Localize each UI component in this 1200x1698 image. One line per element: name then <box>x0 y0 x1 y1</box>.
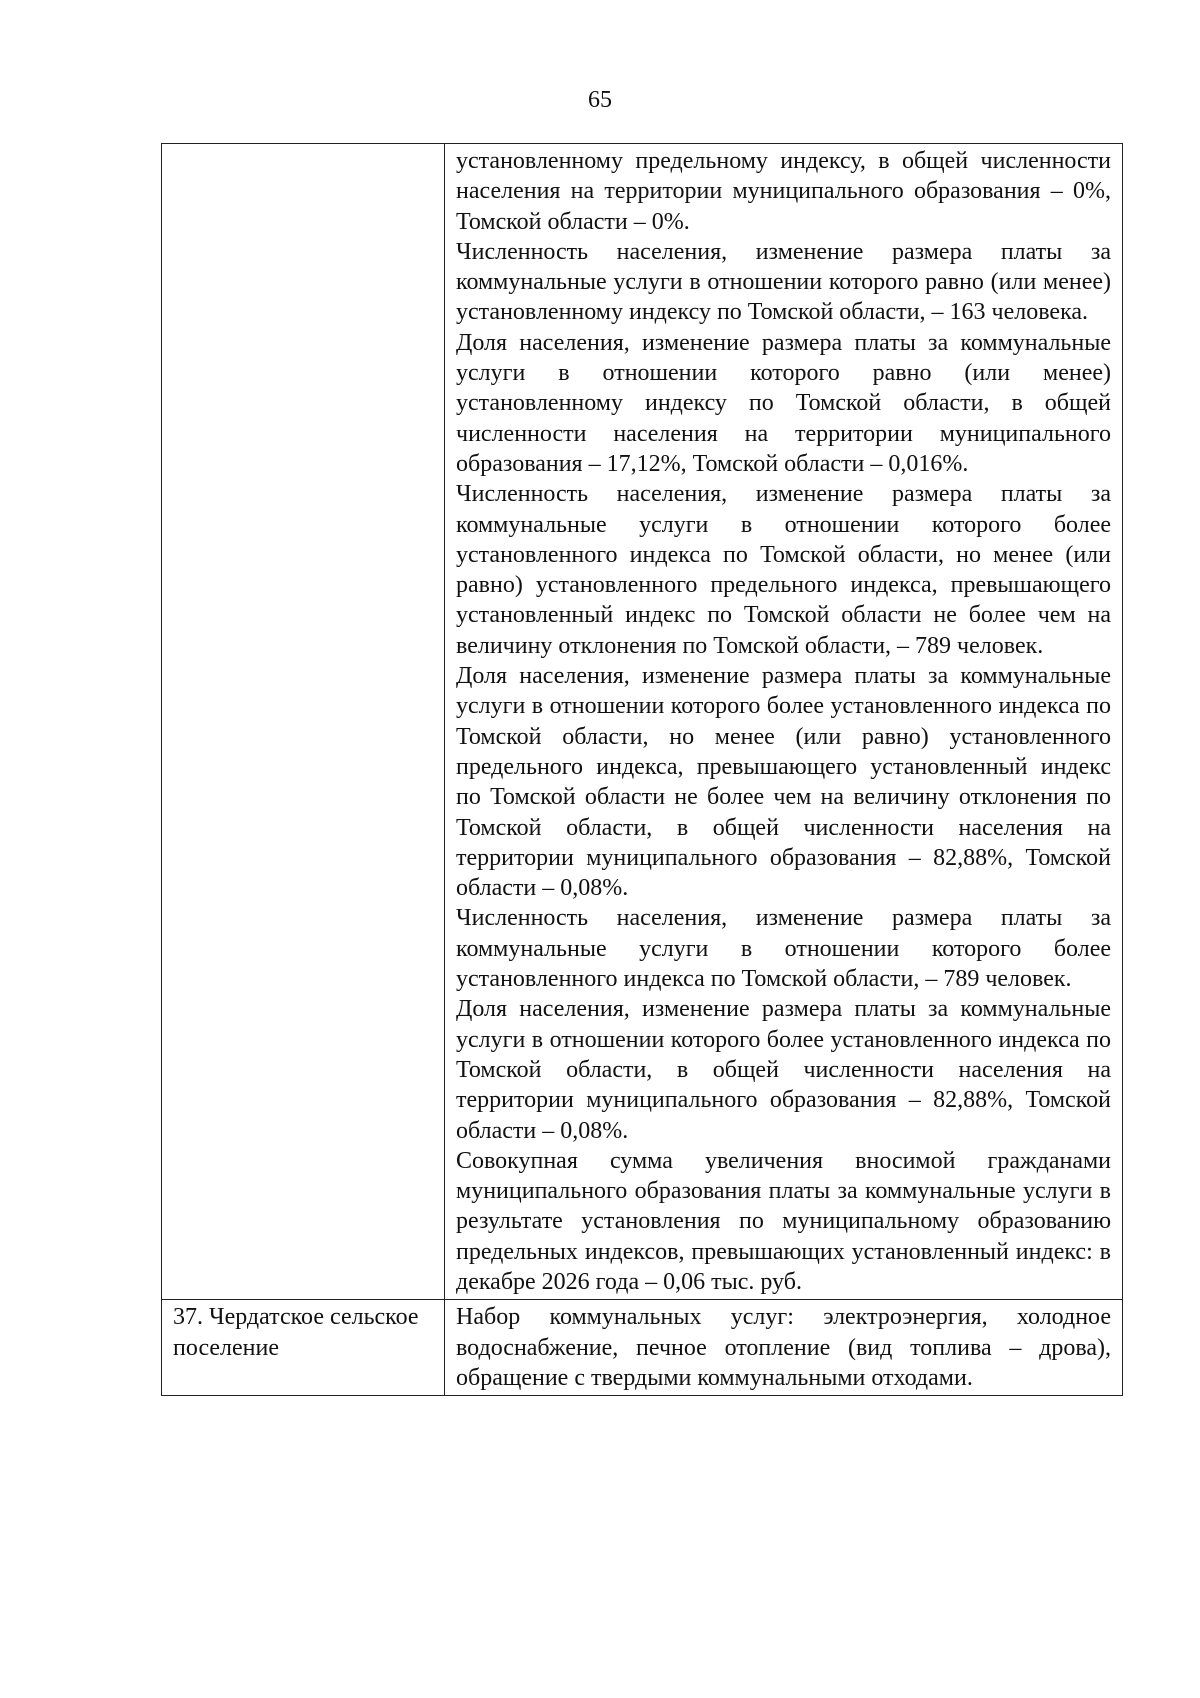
indicators-cell <box>445 1300 1123 1396</box>
indicator-paragraph: установленному предельному индексу, в общей численности населения на территории муниципального образования – 0%, Томской области – 0%. <box>456 148 1111 235</box>
municipal-data-table <box>161 143 1123 1396</box>
indicator-paragraph: Набор коммунальных услуг: электроэнергия, холодное водоснабжение, печное отопление (вид топлива – дрова), обращение с твердыми коммунальными отходами. <box>456 1304 1111 1391</box>
indicator-paragraph: Совокупная сумма увеличения вносимой гражданами муниципального образования платы за коммунальные услуги в результате установления по муниципальному образованию предельных индексов, превышающих установленный индекс: в декабре 2026 года – 0,06 тыс. руб. <box>456 1147 1111 1295</box>
table-row <box>162 144 1123 1300</box>
indicator-paragraph: Доля населения, изменение размера платы за коммунальные услуги в отношении которого равно (или менее) установленному индексу по Томской области, в общей численности населения на территории муниципального образования – 17,12%, Томской области – 0,016%. <box>456 329 1111 477</box>
indicator-paragraph: Численность населения, изменение размера платы за коммунальные услуги в отношении которого более установленного индекса по Томской области, – 789 человек. <box>456 905 1111 993</box>
page-number: 65 <box>588 87 612 113</box>
table-row <box>162 1300 1123 1396</box>
indicator-paragraph: Численность населения, изменение размера платы за коммунальные услуги в отношении которого более установленного индекса по Томской области, но менее (или равно) установленного предельного индекса, превышающего установленный индекс по Томской области не более чем на величину отклонения по Томской области, – 789 человек. <box>456 481 1111 659</box>
municipality-cell <box>162 1300 445 1396</box>
indicators-cell <box>445 144 1123 1300</box>
indicator-paragraph: Численность населения, изменение размера платы за коммунальные услуги в отношении которого равно (или менее) установленному индексу по Томской области, – 163 человека. <box>456 238 1111 326</box>
municipality-cell <box>162 144 445 1300</box>
municipality-name: 37. Чердатское сельское поселение <box>173 1304 419 1361</box>
indicator-paragraph: Доля населения, изменение размера платы за коммунальные услуги в отношении которого более установленного индекса по Томской области, в общей численности населения на территории муниципального образования – 82,88%, Томской области – 0,08%. <box>456 996 1111 1144</box>
indicator-paragraph: Доля населения, изменение размера платы за коммунальные услуги в отношении которого более установленного индекса по Томской области, но менее (или равно) установленного предельного индекса, превышающего установленный индекс по Томской области не более чем на величину отклонения по Томской области, в общей численности населения на территории муниципального образования – 82,88%, Томской области – 0,08%. <box>456 663 1111 902</box>
